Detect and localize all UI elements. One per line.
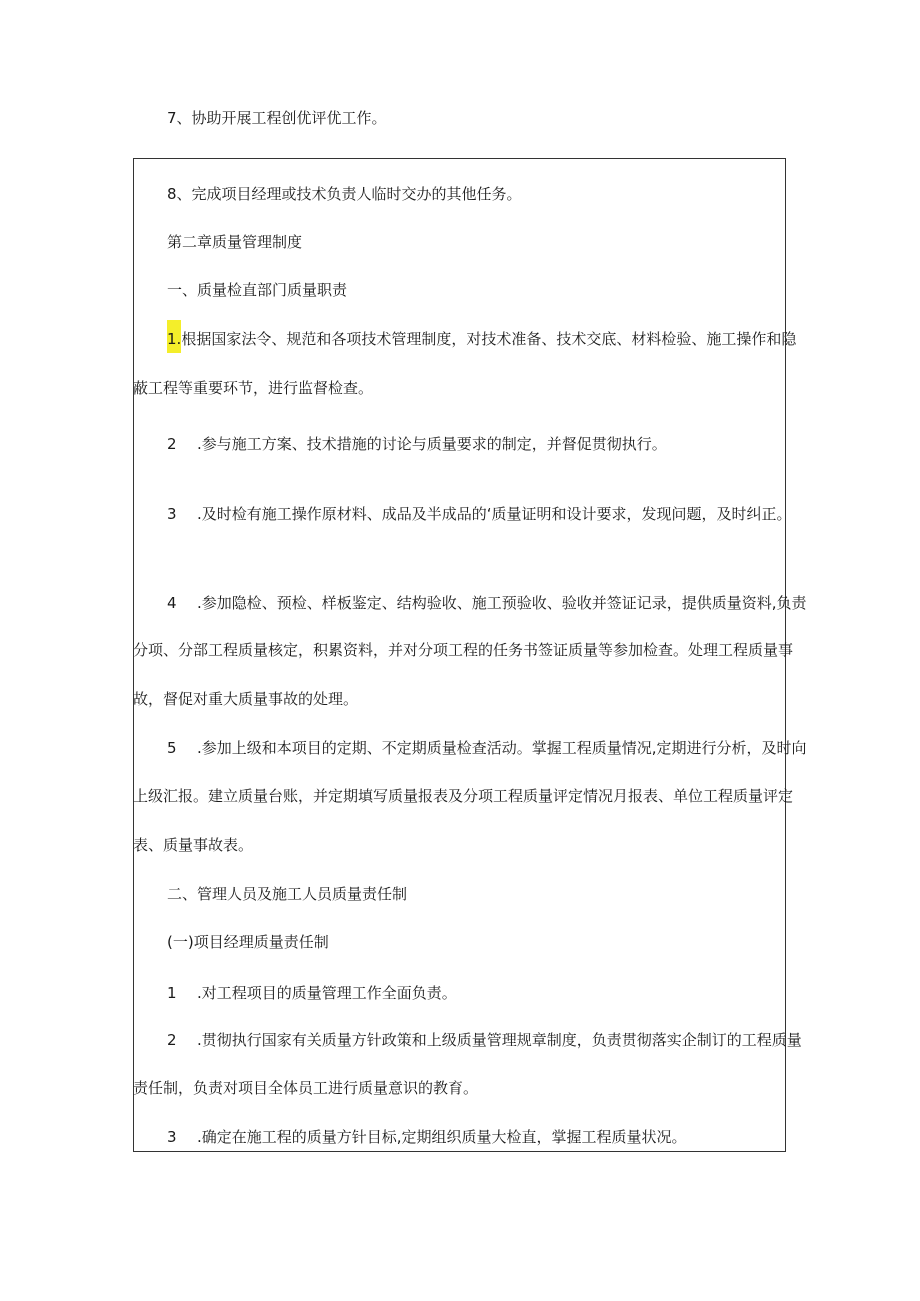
list-item-text: .参加上级和本项目的定期、不定期质量检查活动。掌握工程质量情况,定期进行分析，及时向 (197, 739, 807, 757)
list-item-s2-2 (167, 1030, 802, 1050)
list-item-text: .参加隐检、预检、样板鉴定、结构验收、施工预验收、验收并签证记录，提供质量资料,负责 (197, 594, 807, 612)
section-title-1: 一、质量检直部门质量职责 (167, 281, 348, 299)
list-item-text: .贯彻执行国家有关质量方针政策和上级质量管理规章制度，负责贯彻落实企制订的工程质量 (197, 1031, 802, 1049)
text-line-item8: 8、完成项目经理或技术负责人临时交办的其他任务。 (167, 185, 522, 203)
item-number: 2 (167, 435, 177, 453)
chapter-title: 第二章质量管理制度 (167, 233, 303, 251)
section-title-2: 二、管理人员及施工人员质量责任制 (167, 885, 408, 903)
list-item-text: .对工程项目的质量管理工作全面负责。 (197, 984, 457, 1002)
list-item-s2-2-continuation: 责任制，负责对项目全体员工进行质量意识的教育。 (133, 1079, 479, 1097)
highlighted-number: 1. (167, 320, 181, 353)
list-item-4 (167, 593, 807, 613)
item-number: 1 (167, 984, 177, 1002)
list-item-4-continuation: 分项、分部工程质量核定，积累资料，并对分项工程的任务书签证质量等参加检查。处理工程质量事 (133, 641, 794, 659)
list-item-text: .参与施工方案、技术措施的讨论与质量要求的制定，并督促贯彻执行。 (197, 435, 667, 453)
list-item-5 (167, 738, 807, 758)
item-number: 4 (167, 594, 177, 612)
list-item-4-continuation: 故，督促对重大质量事故的处理。 (133, 690, 359, 708)
item-number: 5 (167, 739, 177, 757)
list-item-5-continuation: 上级汇报。建立质量台账，并定期填写质量报表及分项工程质量评定情况月报表、单位工程质量评定 (133, 787, 794, 805)
item-number: 3 (167, 505, 177, 523)
list-item-text: .及时检有施工操作原材料、成品及半成品的‘质量证明和设计要求，发现问题，及时纠正。 (197, 505, 792, 523)
list-item-3 (167, 504, 792, 524)
list-item-1-continuation: 蔽工程等重要环节，进行监督检查。 (133, 379, 374, 397)
list-item-text: .确定在施工程的质量方针目标,定期组织质量大检直，掌握工程质量状况。 (197, 1128, 687, 1146)
subsection-title: (一)项目经理质量责任制 (167, 933, 329, 951)
list-item-1 (167, 329, 796, 353)
list-item-text: 根据国家法令、规范和各项技术管理制度，对技术准备、技术交底、材料检验、施工操作和隐 (181, 330, 797, 348)
text-line-item7: 7、协助开展工程创优评优工作。 (167, 109, 387, 127)
item-number: 2 (167, 1031, 177, 1049)
item-number: 3 (167, 1128, 177, 1146)
list-item-s2-1 (167, 983, 457, 1003)
list-item-2 (167, 434, 667, 454)
list-item-5-continuation: 表、质量事故表。 (133, 836, 254, 854)
list-item-s2-3 (167, 1127, 687, 1147)
